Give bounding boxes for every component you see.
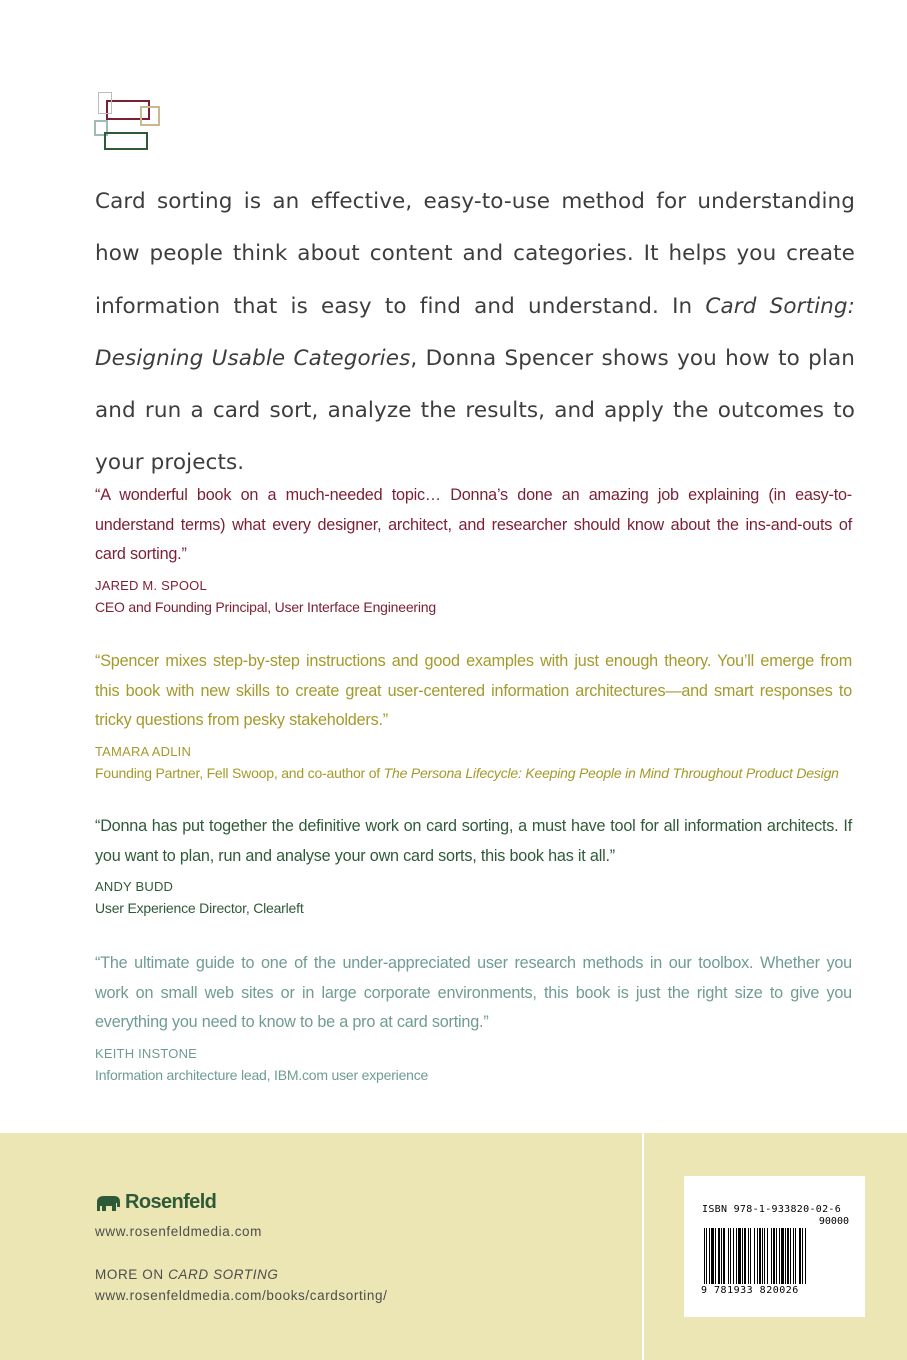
barcode-bar [776,1228,777,1284]
barcode-bar [759,1228,761,1284]
barcode-bar [748,1228,749,1284]
more-on-label [95,1267,279,1282]
quote-instone [95,949,852,1086]
barcode [704,1228,852,1284]
barcode-bar [799,1228,801,1284]
barcode-number: 9 781933 820026 [701,1285,799,1296]
more-on-topic: CARD SORTING [168,1267,279,1282]
barcode-bar [785,1228,786,1284]
quote-budd [95,812,852,919]
barcode-bar [750,1228,751,1284]
quote-author: KEITH INSTONE [95,1045,198,1061]
quote-author-role: CEO and Founding Principal, User Interface Engineering [95,598,436,615]
publisher-url[interactable]: www.rosenfeldmedia.com [95,1224,263,1239]
price-code: 90000 [818,1216,849,1227]
barcode-bar [704,1228,705,1284]
book-url[interactable]: www.rosenfeldmedia.com/books/cardsorting/ [95,1288,388,1303]
quote-author-role [95,762,852,784]
barcode-bar [767,1228,768,1284]
barcode-bar [793,1228,794,1284]
barcode-box [684,1176,865,1317]
barcode-bar [771,1228,772,1284]
barcode-bar [754,1228,755,1284]
barcode-bar [738,1228,741,1284]
barcode-bar [742,1228,743,1284]
intro-paragraph [95,176,855,490]
quote-author-role: User Experience Director, Clearleft [95,900,304,916]
stacked-cards-icon [94,92,164,154]
quote-author: ANDY BUDD [95,879,174,894]
barcode-bar [723,1228,725,1284]
intro-text-part2: , Donna Spencer shows you how to plan and run a card sort, analyze the results, and apply the outcomes to your projects. [95,345,855,476]
quote-author: JARED M. SPOOL [95,577,207,593]
quote-author-role: Information architecture lead, IBM.com user experience [95,1066,429,1083]
quote-text: “A wonderful book on a much-needed topic… Donna’s done an amazing job explaining (in easy-to-understand terms) what every designer, architect, and researcher should know about the ins-and-outs of card sorting.” [95,486,852,563]
footer-divider [642,1133,644,1360]
barcode-bar [757,1228,758,1284]
publisher-logo [95,1191,216,1214]
barcode-bar [790,1228,791,1284]
barcode-bar [736,1228,737,1284]
quote-adlin [95,647,852,784]
quote-spool [95,481,852,618]
barcode-bar [711,1228,714,1284]
quote-author: TAMARA ADLIN [95,743,192,759]
barcode-bar [733,1228,734,1284]
barcode-bar [773,1228,775,1284]
intro-text-part1: Card sorting is an effective, easy-to-use method for understanding how people think about content and categories. It helps you create information that is easy to find and understand. In [95,189,855,319]
barcode-bar [718,1228,720,1284]
barcode-bar [795,1228,796,1284]
barcode-bar [744,1228,746,1284]
quote-text: “The ultimate guide to one of the under-appreciated user research methods in our toolbox. Whether you work on small web sites or in large corporate environments, this book is just the right size to give you everything you need to know to be a pro at card sorting.” [95,954,852,1031]
barcode-bar [805,1228,806,1284]
barcode-bar [728,1228,729,1284]
role-book-title: The Persona Lifecycle: Keeping People in Mind Throughout Product Design [383,764,839,781]
barcode-bar [730,1228,731,1284]
barcode-bar [762,1228,763,1284]
quote-text: “Spencer mixes step-by-step instructions and good examples with just enough theory. You’ll emerge from this book with new skills to create great user-centered information architectures—and smart responses to tricky questions from pesky stakeholders.” [95,652,852,729]
barcode-bar [715,1228,716,1284]
barcode-bar [787,1228,789,1284]
barcode-bar [706,1228,707,1284]
quote-text: “Donna has put together the definitive work on card sorting, a must have tool for all information architects. If you want to plan, run and analyse your own card sorts, this book has it all.” [95,817,852,865]
barcode-bar [802,1228,803,1284]
barcode-bar [764,1228,765,1284]
isbn-label: ISBN 978-1-933820-02-6 [702,1204,842,1215]
role-prefix: Founding Partner, Fell Swoop, and co-author of [95,764,384,781]
more-on-prefix: MORE ON [95,1267,169,1282]
barcode-bar [721,1228,722,1284]
intro-book-title: Card Sorting: Designing Usable Categories [95,293,855,371]
barcode-bar [779,1228,780,1284]
footer-band [0,1133,907,1360]
barcode-bar [781,1228,784,1284]
barcode-bar [709,1228,710,1284]
elephant-icon [95,1193,122,1213]
publisher-name: Rosenfeld [125,1191,217,1213]
